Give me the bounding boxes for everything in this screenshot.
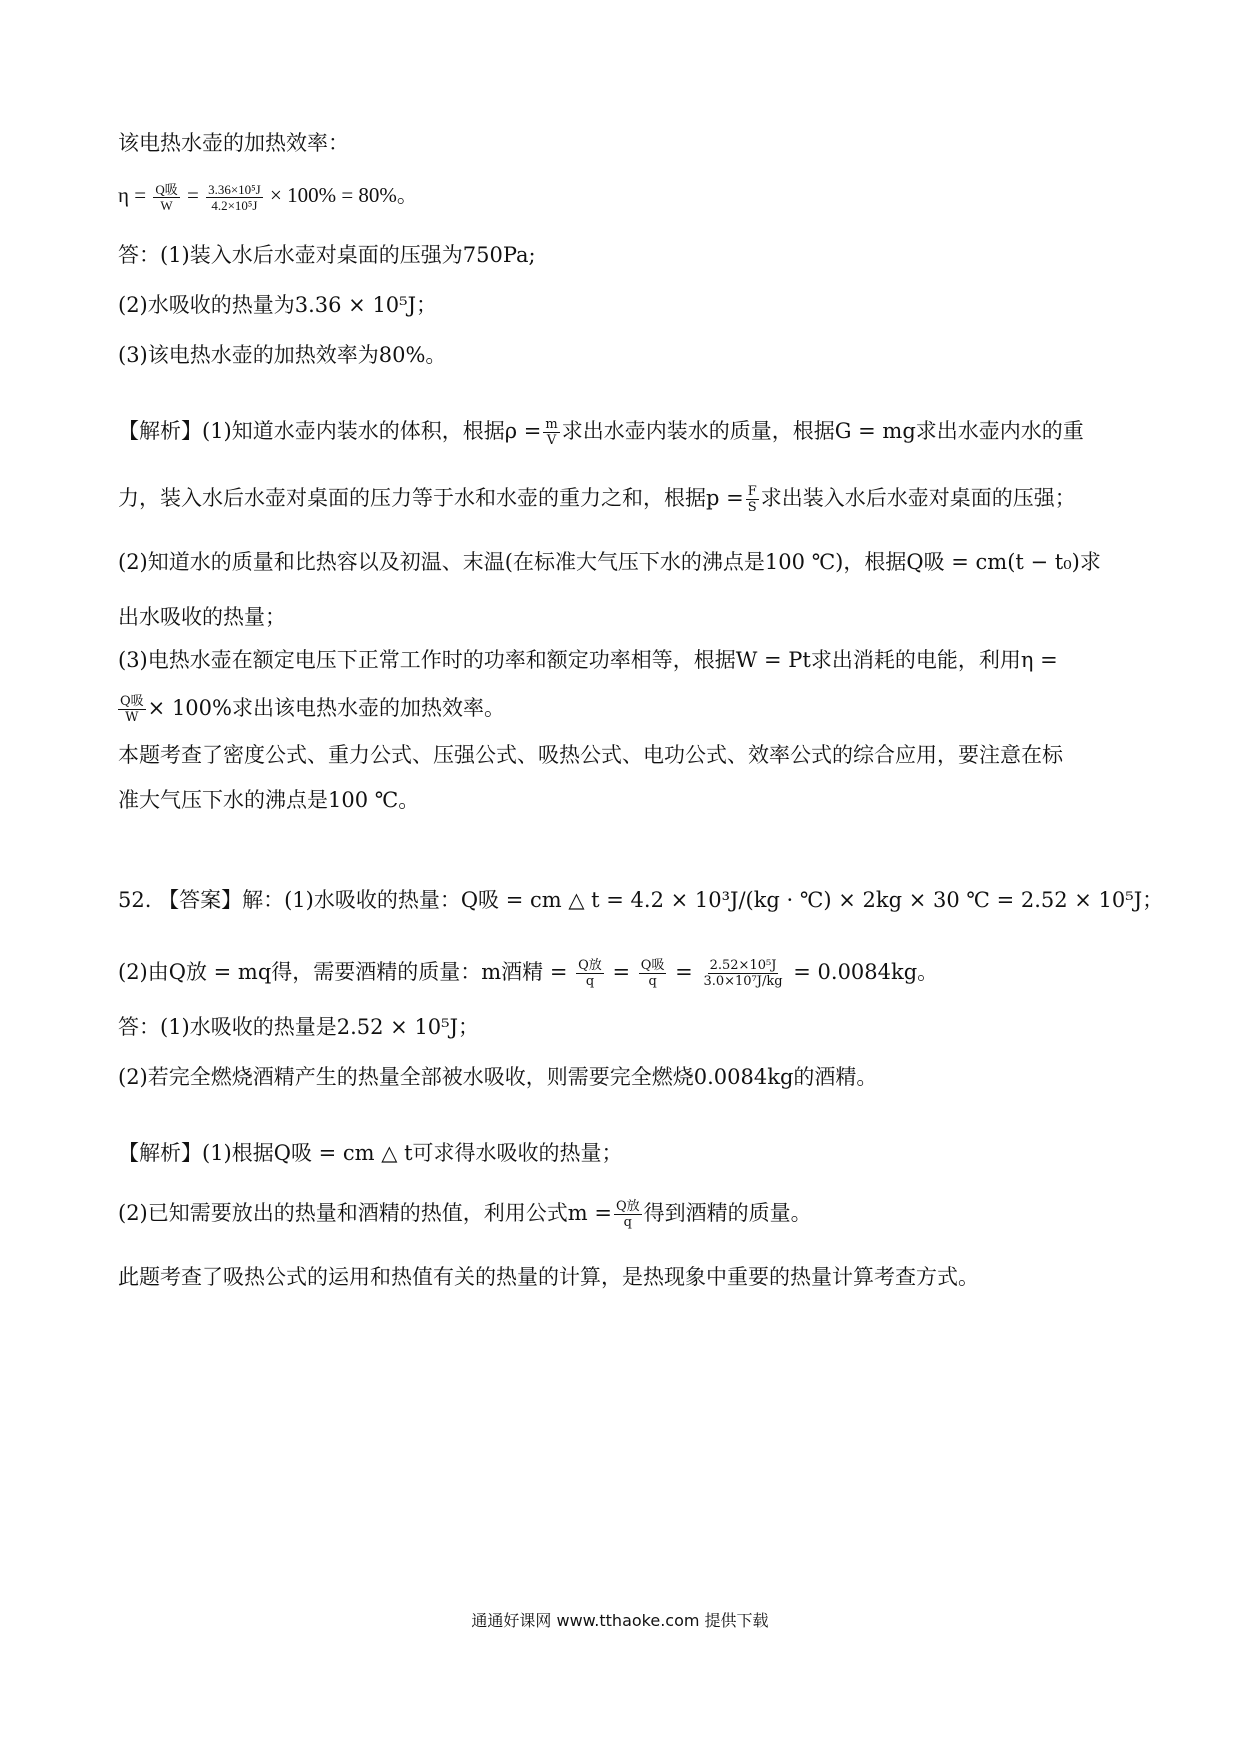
analysis-line-3: (2)知道水的质量和比热容以及初温、末温(在标准大气压下水的沸点是100 ℃)，根据Q吸 = cm(t − t₀)求 <box>118 550 1101 574</box>
formula-equals: = <box>186 183 199 207</box>
fraction-q-xi-over-q <box>639 958 667 989</box>
question-52-ans-line-2: (2)若完全燃烧酒精产生的热量全部被水吸收，则需要完全燃烧0.0084kg的酒精。 <box>118 1065 878 1089</box>
fraction-denominator: q <box>623 1215 632 1230</box>
fraction-denominator: q <box>585 974 595 989</box>
question-52-answer-2 <box>118 957 938 989</box>
fraction-numerator: Q放 <box>578 958 602 973</box>
analysis-text: 【解析】(1)知道水壶内装水的体积，根据ρ = <box>118 419 542 443</box>
fraction-denominator: W <box>125 710 139 725</box>
mass-fraction <box>614 1199 642 1230</box>
density-fraction <box>543 417 559 448</box>
fraction-denominator: 3.0×10⁷J/kg <box>703 974 783 989</box>
fraction-denominator: W <box>160 197 173 213</box>
analysis-text: 求出水壶内装水的质量，根据G = mg求出水壶内水的重 <box>561 419 1084 443</box>
page-footer: 通通好课网 www.tthaoke.com 提供下载 <box>471 1611 769 1630</box>
pressure-fraction <box>746 484 759 515</box>
equals-sign: = <box>675 960 693 984</box>
fraction-denominator: q <box>648 974 657 989</box>
answer-line-2: (2)水吸收的热量为3.36 × 10⁵J； <box>118 293 438 317</box>
fraction-denominator: 4.2×10⁵J <box>211 197 258 213</box>
fraction-numerator: F <box>747 484 757 499</box>
analysis-line-6 <box>118 693 505 725</box>
fraction-denominator: V <box>546 433 557 448</box>
fraction-q-fang-over-q <box>576 958 604 989</box>
summary-line-1: 本题考查了密度公式、重力公式、压强公式、吸热公式、电功公式、效率公式的综合应用，要注意在标 <box>118 743 1063 767</box>
fraction-numerator: Q吸 <box>120 694 144 709</box>
answer-line-1: 答：(1)装入水后水壶对桌面的压强为750Pa; <box>118 243 536 267</box>
question-52-analysis-1: 【解析】(1)根据Q吸 = cm △ t可求得水吸收的热量； <box>118 1141 623 1165</box>
analysis-line-2 <box>118 483 1076 515</box>
efficiency-fraction <box>118 694 146 725</box>
analysis-text: (2)已知需要放出的热量和酒精的热值，利用公式m = <box>118 1201 612 1225</box>
fraction-numerator: 3.36×10⁵J <box>208 181 261 197</box>
analysis-line-1 <box>118 416 1084 448</box>
analysis-text: 求出装入水后水壶对桌面的压强； <box>760 486 1076 510</box>
answer-line-3: (3)该电热水壶的加热效率为80%。 <box>118 343 447 367</box>
equals-sign: = <box>612 960 631 984</box>
fraction-denominator: S <box>747 500 757 515</box>
summary-line-2: 准大气压下水的沸点是100 ℃。 <box>118 788 420 812</box>
formula-fraction-q-over-w <box>153 182 179 213</box>
fraction-numerator: Q吸 <box>155 181 178 197</box>
fraction-numerator: Q放 <box>615 1199 640 1214</box>
fraction-numerator: Q吸 <box>640 958 665 973</box>
question-52-summary: 此题考查了吸热公式的运用和热值有关的热量的计算，是热现象中重要的热量计算考查方式。 <box>118 1265 979 1289</box>
formula-tail: × 100% = 80%。 <box>270 183 418 207</box>
analysis-text: 力，装入水后水壶对桌面的压力等于水和水壶的重力之和，根据p = <box>118 486 744 510</box>
analysis-line-5: (3)电热水壶在额定电压下正常工作时的功率和额定功率相等，根据W = Pt求出消耗的电能，利用η = <box>118 648 1058 672</box>
analysis-text: × 100%求出该电热水壶的加热效率。 <box>147 696 505 720</box>
question-52-analysis-2 <box>118 1198 812 1230</box>
efficiency-intro: 该电热水壶的加热效率： <box>118 131 349 155</box>
efficiency-formula <box>118 180 418 213</box>
analysis-text: 得到酒精的质量。 <box>643 1201 812 1225</box>
question-52-ans-line-1: 答：(1)水吸收的热量是2.52 × 10⁵J； <box>118 1015 480 1039</box>
fraction-numerator: 2.52×10⁵J <box>709 958 777 973</box>
formula-lhs: η = <box>118 183 147 207</box>
analysis-line-4: 出水吸收的热量； <box>118 605 286 629</box>
answer-text: = 0.0084kg。 <box>793 960 939 984</box>
formula-fraction-values <box>206 182 263 213</box>
fraction-values <box>701 958 784 989</box>
answer-text: (2)由Q放 = mq得，需要酒精的质量：m酒精 = <box>118 960 568 984</box>
fraction-numerator: m <box>545 417 558 432</box>
question-52-answer-1: 52. 【答案】解：(1)水吸收的热量：Q吸 = cm △ t = 4.2 × 10³J/(kg · ℃) × 2kg × 30 ℃ = 2.52 × 10⁵J； <box>118 888 1164 912</box>
